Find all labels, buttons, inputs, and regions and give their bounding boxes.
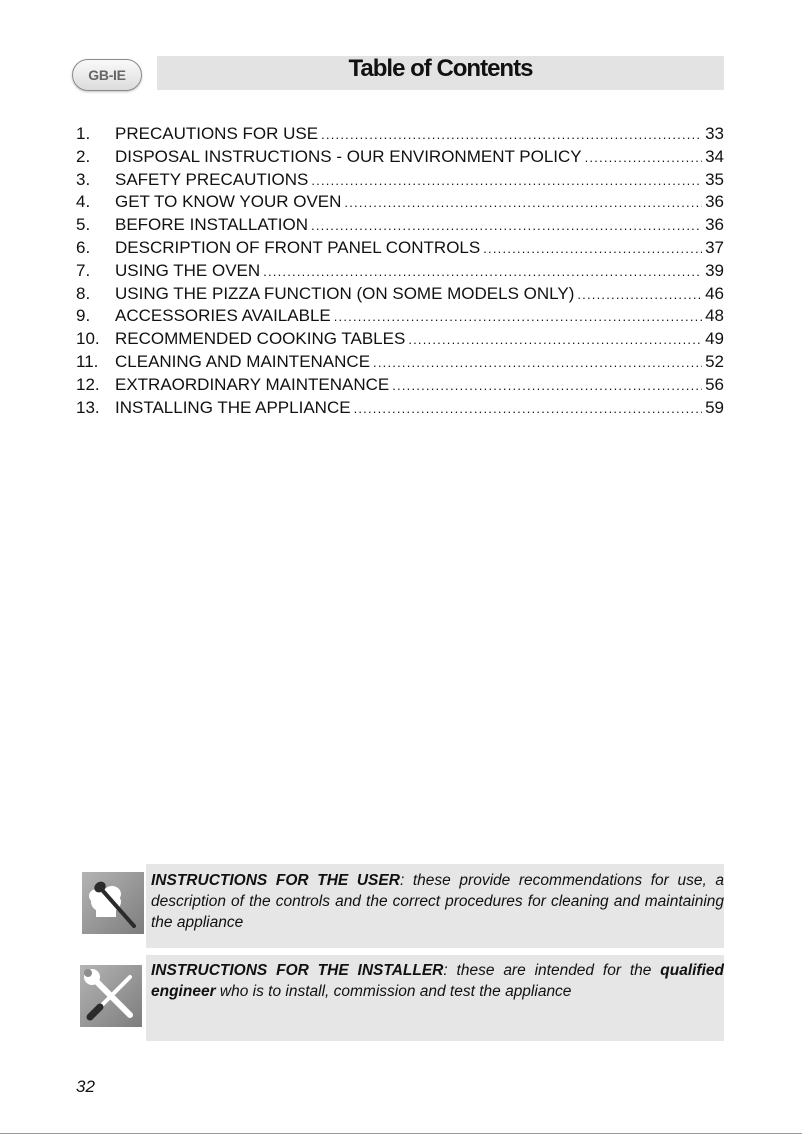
toc-title: GET TO KNOW YOUR OVEN	[115, 192, 342, 212]
toc-leader	[334, 309, 702, 324]
toc-number: 3.	[76, 169, 91, 189]
installer-note-text	[151, 960, 724, 1002]
user-note-text	[151, 870, 724, 933]
toc-title: USING THE PIZZA FUNCTION (ON SOME MODELS ONLY)	[115, 283, 575, 303]
chef-spoon-icon	[82, 872, 144, 934]
toc-page: 46	[705, 283, 724, 303]
installer-note-emphasis: qualified engineer	[151, 962, 724, 1000]
toc-title: ACCESSORIES AVAILABLE	[115, 306, 331, 326]
toc-leader	[263, 264, 702, 279]
toc-number: 2.	[76, 146, 91, 166]
toc-number: 11.	[76, 351, 99, 371]
installer-note-body-end: who is to install, commission and test the appliance	[215, 983, 572, 1000]
toc-leader	[408, 332, 702, 347]
toc-title: SAFETY PRECAUTIONS	[115, 169, 309, 189]
installer-note-heading: INSTRUCTIONS FOR THE INSTALLER	[151, 962, 444, 979]
page-number: 32	[76, 1077, 95, 1096]
toc-leader	[392, 378, 702, 393]
toc-title: INSTALLING THE APPLIANCE	[115, 397, 351, 417]
toc-leader	[585, 150, 702, 165]
toc-entry[interactable]	[76, 329, 724, 352]
table-of-contents	[76, 124, 724, 420]
toc-page: 33	[705, 124, 724, 143]
page-title: Table of Contents	[348, 55, 533, 82]
toc-title: CLEANING AND MAINTENANCE	[115, 351, 371, 371]
toc-number: 7.	[76, 260, 91, 280]
toc-entry[interactable]	[76, 398, 724, 421]
toc-page: 56	[705, 374, 724, 394]
user-note-body: : these provide recommendations for use, a description of the controls and the correct procedures for cleaning and maintaining the appliance	[151, 872, 724, 931]
user-note-heading: INSTRUCTIONS FOR THE USER	[151, 872, 400, 889]
toc-entry[interactable]	[76, 284, 724, 307]
toc-entry[interactable]	[76, 261, 724, 284]
language-badge: GB-IE	[72, 59, 142, 91]
toc-leader	[577, 287, 702, 302]
toc-entry[interactable]	[76, 170, 724, 193]
toc-page: 37	[705, 237, 724, 257]
toc-leader	[354, 401, 703, 416]
toc-number: 10.	[76, 329, 100, 349]
toc-number: 4.	[76, 192, 91, 212]
toc-title: PRECAUTIONS FOR USE	[115, 124, 319, 143]
installer-note-body: : these are intended for the	[443, 962, 661, 979]
toc-number: 5.	[76, 215, 91, 235]
wrench-screwdriver-icon	[80, 965, 142, 1027]
toc-title: RECOMMENDED COOKING TABLES	[115, 329, 406, 349]
toc-number: 8.	[76, 283, 91, 303]
toc-number: 13.	[76, 397, 100, 417]
toc-entry[interactable]	[76, 192, 724, 215]
title-bar	[157, 56, 724, 90]
toc-number: 6.	[76, 237, 91, 257]
toc-page: 52	[705, 351, 724, 371]
toc-title: BEFORE INSTALLATION	[115, 215, 309, 235]
toc-page: 48	[705, 306, 724, 326]
toc-number: 1.	[76, 124, 91, 143]
bottom-divider	[0, 1133, 802, 1134]
toc-title: USING THE OVEN	[115, 260, 261, 280]
toc-title: EXTRAORDINARY MAINTENANCE	[115, 374, 390, 394]
toc-leader	[344, 195, 702, 210]
toc-page: 59	[705, 397, 724, 417]
toc-entry[interactable]	[76, 375, 724, 398]
toc-leader	[311, 173, 702, 188]
toc-title: DISPOSAL INSTRUCTIONS - OUR ENVIRONMENT POLICY	[115, 146, 582, 166]
toc-entry[interactable]	[76, 306, 724, 329]
toc-leader	[483, 241, 702, 256]
toc-page: 49	[705, 329, 724, 349]
toc-page: 35	[705, 169, 724, 189]
toc-number: 9.	[76, 306, 91, 326]
toc-entry[interactable]	[76, 147, 724, 170]
toc-page: 36	[705, 215, 724, 235]
toc-leader	[321, 127, 702, 142]
toc-number: 12.	[76, 374, 100, 394]
toc-page: 39	[705, 260, 724, 280]
toc-title: DESCRIPTION OF FRONT PANEL CONTROLS	[115, 237, 481, 257]
toc-entry[interactable]	[76, 352, 724, 375]
toc-entry[interactable]	[76, 124, 724, 147]
toc-page: 36	[705, 192, 724, 212]
toc-leader	[373, 355, 702, 370]
toc-leader	[311, 218, 702, 233]
toc-entry[interactable]	[76, 215, 724, 238]
toc-page: 34	[705, 146, 724, 166]
toc-entry[interactable]	[76, 238, 724, 261]
